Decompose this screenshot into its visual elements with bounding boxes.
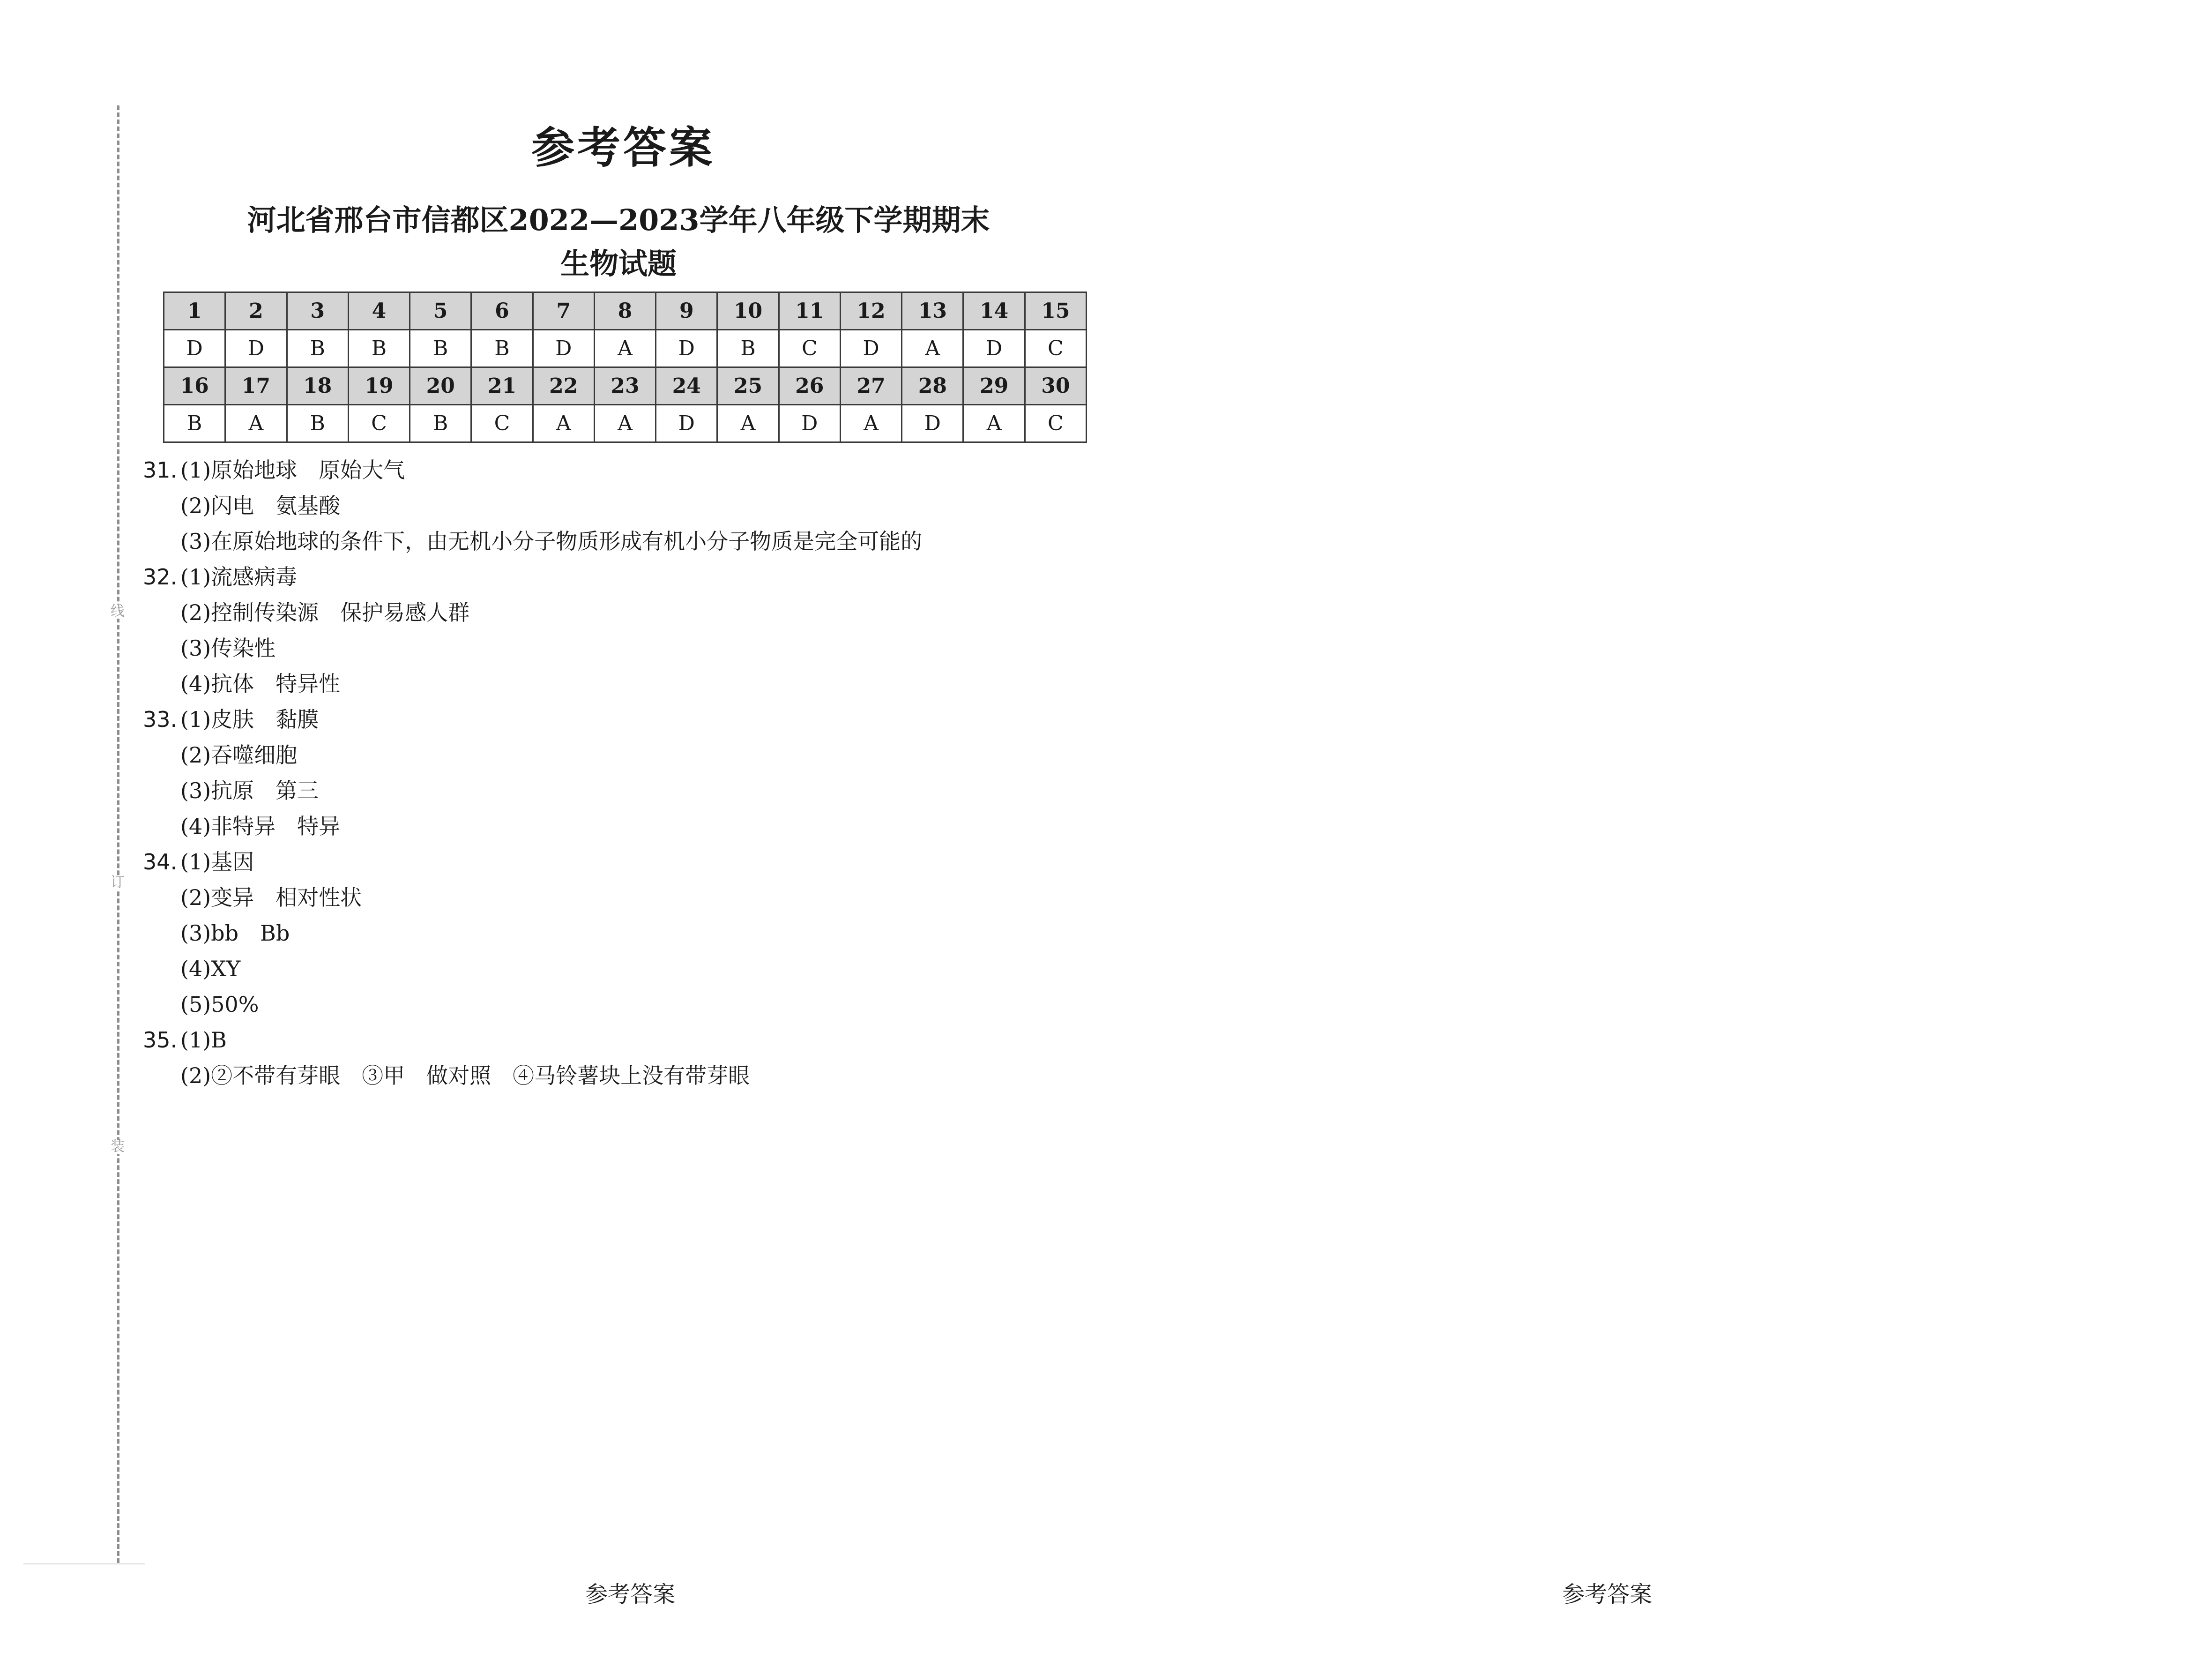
table-cell: C [471, 405, 533, 442]
answer-part: (2)闪电 氨基酸 [180, 493, 341, 518]
table-cell: B [348, 330, 410, 367]
question-number: 35. [143, 1027, 178, 1053]
exam-subtitle: 河北省邢台市信都区2022—2023学年八年级下学期期末 [247, 203, 990, 237]
table-cell: 11 [779, 292, 840, 330]
table-cell: 28 [902, 367, 963, 405]
table-cell: 10 [717, 292, 779, 330]
table-cell: 18 [287, 367, 348, 405]
table-cell: 1 [164, 292, 225, 330]
table-cell: 26 [779, 367, 840, 405]
table-cell: 20 [410, 367, 471, 405]
table-cell: A [963, 405, 1025, 442]
table-cell: A [225, 405, 287, 442]
table-cell: A [717, 405, 779, 442]
answer-part: (2)②不带有芽眼 ③甲 做对照 ④马铃薯块上没有带芽眼 [180, 1063, 750, 1088]
table-cell: D [164, 330, 225, 367]
answer-part: (4)XY [180, 956, 241, 981]
answer-list [143, 452, 922, 1093]
table-cell: 30 [1025, 367, 1086, 405]
table-cell: 5 [410, 292, 471, 330]
question-line [143, 702, 922, 737]
table-cell: D [533, 330, 594, 367]
table-cell: 19 [348, 367, 410, 405]
answer-part: (1)皮肤 黏膜 [180, 707, 319, 732]
table-cell: D [656, 405, 717, 442]
table-cell: D [779, 405, 840, 442]
table-cell: 27 [840, 367, 901, 405]
question-number: 31. [143, 457, 178, 483]
question-line [143, 559, 922, 595]
table-cell: 4 [348, 292, 410, 330]
table-cell: C [779, 330, 840, 367]
table-cell: D [225, 330, 287, 367]
table-cell: A [594, 330, 655, 367]
table-cell: A [840, 405, 901, 442]
table-cell: 7 [533, 292, 594, 330]
page-title: 参考答案 [531, 122, 715, 173]
table-cell: 9 [656, 292, 717, 330]
table-row-answers [164, 405, 1087, 442]
table-cell: A [594, 405, 655, 442]
answer-part: (3)bb Bb [180, 920, 290, 946]
table-cell: B [410, 405, 471, 442]
table-cell: 13 [902, 292, 963, 330]
answer-part: (1)原始地球 原始大气 [180, 457, 405, 483]
answer-part: (2)变异 相对性状 [180, 885, 362, 910]
margin-mark-zhuang: 装 [111, 1138, 125, 1155]
answer-part: (5)50% [180, 992, 259, 1017]
table-cell: 3 [287, 292, 348, 330]
table-cell: 2 [225, 292, 287, 330]
table-cell: 17 [225, 367, 287, 405]
margin-mark-ding: 订 [111, 874, 125, 890]
table-cell: B [287, 330, 348, 367]
table-cell: 16 [164, 367, 225, 405]
footer-right: 参考答案 [1562, 1581, 1652, 1608]
exam-subject: 生物试题 [560, 247, 677, 281]
table-cell: 23 [594, 367, 655, 405]
table-cell: 15 [1025, 292, 1086, 330]
answer-part: (4)抗体 特异性 [180, 671, 341, 696]
table-cell: B [717, 330, 779, 367]
answer-part: (1)基因 [180, 849, 254, 875]
question-line [143, 844, 922, 880]
table-cell: C [1025, 405, 1086, 442]
answer-part: (2)控制传染源 保护易感人群 [180, 600, 470, 625]
table-cell: 12 [840, 292, 901, 330]
answer-part: (3)抗原 第三 [180, 778, 319, 803]
table-cell: A [902, 330, 963, 367]
table-row-answers [164, 330, 1087, 367]
table-cell: B [410, 330, 471, 367]
footer-left: 参考答案 [585, 1581, 675, 1608]
table-cell: A [533, 405, 594, 442]
table-row-question-numbers [164, 292, 1087, 330]
margin-mark-xian: 线 [111, 603, 125, 620]
binding-base-line [23, 1563, 145, 1564]
table-cell: D [656, 330, 717, 367]
table-cell: C [1025, 330, 1086, 367]
table-cell: 8 [594, 292, 655, 330]
table-cell: 21 [471, 367, 533, 405]
table-cell: B [287, 405, 348, 442]
answer-part: (3)传染性 [180, 636, 276, 661]
answer-table [163, 292, 1087, 443]
table-cell: B [471, 330, 533, 367]
table-cell: 6 [471, 292, 533, 330]
table-cell: D [902, 405, 963, 442]
table-cell: B [164, 405, 225, 442]
table-cell: 22 [533, 367, 594, 405]
answer-part: (1)B [180, 1027, 227, 1053]
table-cell: 14 [963, 292, 1025, 330]
table-cell: 29 [963, 367, 1025, 405]
answer-part: (3)在原始地球的条件下，由无机小分子物质形成有机小分子物质是完全可能的 [180, 529, 923, 554]
question-number: 34. [143, 849, 178, 875]
answer-part: (2)吞噬细胞 [180, 742, 298, 768]
question-line [143, 452, 922, 488]
table-cell: 24 [656, 367, 717, 405]
table-row-question-numbers [164, 367, 1087, 405]
binding-dashed-line [117, 105, 119, 1563]
question-number: 32. [143, 564, 178, 590]
question-number: 33. [143, 707, 178, 732]
answer-part: (4)非特异 特异 [180, 814, 341, 839]
question-line [143, 1022, 922, 1058]
table-cell: 25 [717, 367, 779, 405]
table-cell: D [840, 330, 901, 367]
answer-part: (1)流感病毒 [180, 564, 298, 590]
table-cell: D [963, 330, 1025, 367]
table-cell: C [348, 405, 410, 442]
